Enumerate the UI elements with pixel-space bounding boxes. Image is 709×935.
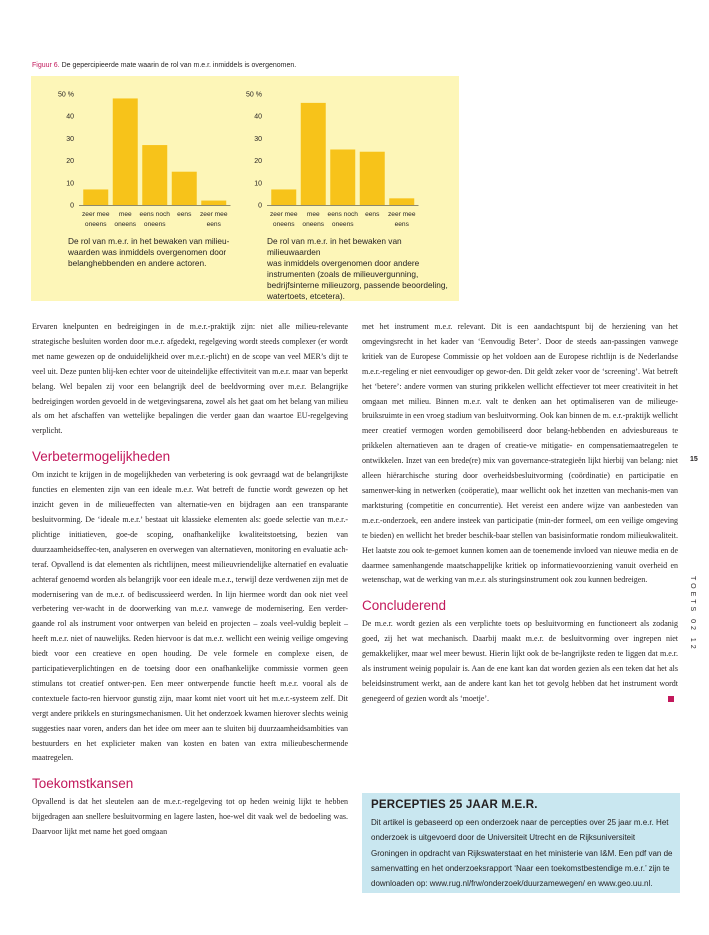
- body-paragraph: Om inzicht te krijgen in de mogelijkheden van verbetering is ook gevraagd wat de belangrijkste functies en elementen zijn van een ideale m.e.r. Wat betreft de functie wordt gewezen op het inzicht geven in de milieueffecten van alternatie-ven en bijdragen aan een transparante besluitvorming. De ‘ideale m.e.r.’ bestaat uit klassieke elementen als: goede selectie van m.e.r.-plichtige initiatieven, goe-de scoping, onafhankelijke kwaliteitstoetsing, bezien van duurzaamheidseffec-ten, analyseren en overwegen van alternatieven, monitoring en evaluatie ach-teraf. Opvallend is dat elementen als richtlijnen, meest milieuvriendelijke alternatief en evaluatie achteraf genoemd worden als belangrijk voor een ideale m.e.r., terwijl deze verdwenen zijn met de modernisering van de m.e.r. of bediscussieerd werden. In lijn hiermee wordt dan ook niet veel verbetering ver-wacht in de doorwerking van m.e.r. vanwege de modernisering. Een verder-gaande rol als instrument voor ontwerpen van beleid en projecten – zoals veel-vuldig bepleit – heeft m.e.r. niet of nauwelijks. Reden hiervoor is dat m.e.r. wellicht een weinig veilige omgeving biedt voor een creatieve en open houding. De vele formele en complexe eisen, de participatieverplichtingen en de toetsing door een onafhankelijke commissie vormen geen stimulans tot creatief ontwer-pen. Een meer ontwerpende functie heeft m.e.r. vooral als de contextuele facto-ren hiervoor gunstig zijn, maar komt niet voort uit het m.e.r.-systeem zelf. Dit vergt andere prikkels en sturingsmechanismen. Uit het onderzoek kwamen hierover slechts weinig suggesties naar voren, anders dan het idee om meer aan te sluiten bij duurzaamheidsambities van bestuurders en het explicieter maken van kosten en baten van extra milieubeschermende maatregelen.: [32, 470, 348, 763]
- section-heading-verbetermogelijkheden: Verbetermogelijkheden: [32, 449, 171, 465]
- x-tick-label: zeer mee: [270, 211, 298, 218]
- body-paragraph: Opvallend is dat het sleutelen aan de m.e.r.-regelgeving tot op heden weinig lijkt te hebben bijgedragen aan snellere besluitvorming en lagere lasten, hoe-wel dit vaak wel de bedoeling was. Daarvoor lijkt met name het goed omgaan: [32, 797, 348, 837]
- bar: [330, 150, 355, 206]
- y-tick-label: 50 %: [246, 91, 262, 99]
- x-tick-label: eens: [177, 211, 192, 218]
- y-tick-label: 0: [70, 202, 74, 210]
- chart-2-caption: [267, 236, 457, 302]
- y-tick-label: 40: [66, 113, 74, 121]
- bar: [83, 189, 108, 205]
- y-tick-label: 30: [66, 135, 74, 143]
- chart-1-caption: [68, 236, 268, 269]
- x-tick-label: eens: [206, 221, 221, 228]
- chart-2-caption-line: instrumenten (zoals de milieuvergunning,: [267, 269, 419, 279]
- figure-caption: [32, 62, 296, 69]
- x-tick-label: oneens: [143, 221, 166, 228]
- x-tick-label: zeer mee: [200, 211, 228, 218]
- chart-1-caption-line: belanghebbenden en andere actoren.: [68, 258, 207, 268]
- end-mark-icon: [668, 696, 674, 702]
- x-tick-label: eens noch: [327, 211, 358, 218]
- y-tick-label: 40: [254, 113, 262, 121]
- body-paragraph: Ervaren knelpunten en bedreigingen in de m.e.r.-praktijk zijn: niet alle milieu-relevante strategische besluiten worden door m.e.r. afgedekt, regelgeving wordt steeds complexer (er wordt met name gewezen op de onduidelijkheid over m.e.r.-plicht) en de scope van veel MER’s dijt te veel uit. Deze punten blij-ken echter voor de uiteindelijke effectiviteit van m.e.r. maar van beperkt belang. Wel bepalen zij voor een belangrijk deel de beeldvorming over m.e.r. Belangrijke bedreigingen worden gevoeld in de wetgevingsarena, zowel als het gaat om het belang van milieu als om het afschaffen van wettelijke bepalingen die verder gaan dan waartoe EU-regelgeving verplicht.: [32, 322, 348, 436]
- x-tick-label: oneens: [331, 221, 354, 228]
- bar-chart-1: [31, 76, 241, 236]
- x-tick-label: mee: [306, 211, 320, 218]
- y-tick-label: 20: [66, 158, 74, 166]
- bar: [271, 189, 296, 205]
- bar-chart-2: [219, 76, 429, 236]
- body-paragraph: [362, 617, 678, 706]
- y-tick-label: 10: [254, 180, 262, 188]
- y-tick-label: 30: [254, 135, 262, 143]
- x-tick-label: oneens: [84, 221, 107, 228]
- info-box-text: Dit artikel is gebaseerd op een onderzoek naar de percepties over 25 jaar m.e.r. Het onderzoek is uitgevoerd door de Universiteit Utrecht en de Rijksuniversiteit Groningen in opdracht van Rijkswaterstaat en het ministerie van I&M. Een pdf van de samenvatting en het onderzoeksrapport ‘Naar een toekomstbestendige m.e.r.’ zijn te downloaden op: www.rug.nl/frw/onderzoek/duurzamewegen/ en www.geo.uu.nl.: [371, 818, 673, 889]
- x-tick-label: eens: [365, 211, 380, 218]
- body-paragraph-text: De m.e.r. wordt gezien als een verplichte toets op besluitvorming en functioneert als zodanig goed, zij het wat mechanisch. Daarbij maakt m.e.r. de besluitvorming over ingrepen niet gemakkelijker, maar wel meer bewust. Hierin lijkt ook de be-langrijkste reden te liggen dat m.e.r. als instrument weinig populair is. Aan de ene kant kan dat worden gezien als een teken dat het als beleidsinstrument werkt, aan de andere kant kan het tot gevolg hebben dat het instrument wordt genegeerd of gezien wordt als ‘moetje’.: [362, 619, 678, 703]
- x-tick-label: oneens: [302, 221, 325, 228]
- bar-chart-2-svg: [219, 76, 429, 236]
- figure-label: Figuur 6.: [32, 62, 60, 69]
- section-heading-concluderend: Concluderend: [362, 598, 447, 614]
- x-tick-label: eens: [394, 221, 409, 228]
- figure-caption-text: De gepercipieerde mate waarin de rol van m.e.r. inmiddels is overgenomen.: [61, 62, 297, 69]
- right-column: [362, 320, 678, 707]
- chart-1-caption-line: De rol van m.e.r. in het bewaken van milieu-: [68, 236, 230, 246]
- y-tick-label: 0: [258, 202, 262, 210]
- bar: [389, 198, 414, 205]
- y-tick-label: 10: [66, 180, 74, 188]
- chart-2-caption-line: De rol van m.e.r. in het bewaken van milieuwaarden: [267, 236, 402, 257]
- y-tick-label: 20: [254, 158, 262, 166]
- bar: [172, 172, 197, 205]
- x-tick-label: zeer mee: [388, 211, 416, 218]
- info-box-title: PERCEPTIES 25 JAAR M.E.R.: [371, 799, 538, 811]
- bar: [360, 152, 385, 205]
- bar: [113, 98, 138, 205]
- y-tick-label: 50 %: [58, 91, 74, 99]
- body-paragraph: met het instrument m.e.r. relevant. Dit is een aandachtspunt bij de herziening van het omgevingsrecht in het kader van ‘Eenvoudig Beter’. Door de steeds aan-passingen vanwege kritiek van de Europese Commissie op het voldoen aan de Europese richtlijn is de Nederlandse m.e.r.-regeling er niet eenvoudiger op gewor-den. Dit geldt zeker voor de ‘screening’. Wat betreft het ‘betere’: andere vormen van sturing prikkelen wellicht effectiever tot meer creativiteit in het omgaan met milieu. Binnen m.e.r. valt te denken aan het optimaliseren van de milieuge-bruiksruimte in een vroeg stadium van besluitvorming. Ook kan binnen de m. e.r.-praktijk wellicht meer creatief vermogen worden gemobiliseerd door belang-hebbenden en adviesbureaus te prikkelen alternatieven aan te dragen of creatie-ve mitigatie- en compensatiemaatregelen te ontwikkelen. Inzet van een brede(re) mix van governance-strategieën lijkt hierbij van belang: niet alleen hiërarchische sturing door overheidsbesluitvorming (coördinatie) en participatie en samenwer-king in netwerken (coöperatie), maar wellicht ook het inzetten van mechanis-men van marktsturing (competitie en concurrentie). Het vereist een andere wijze van aanbesteden van m.e.r.-onderzoek, een andere insteek van participatie (min-der formeel, om een veilige omgeving te bieden) en wellicht het breder beschik-baar stellen van basisinformatie rondom milieukwaliteit. Het laatste zou ook te-gemoet kunnen komen aan de toenemende invloed van nieuwe media en de daarmee samenhangende maatschappelijke kritiek op informatievoorziening vanuit overheid en wetenschap, wat de werking van m.e.r. als sturingsinstrument ook zou kunnen bedreigen.: [362, 322, 678, 585]
- info-box: [362, 793, 680, 893]
- bar-chart-1-svg: [31, 76, 241, 236]
- chart-2-caption-line: watertoets, etcetera).: [267, 291, 345, 301]
- x-tick-label: mee: [118, 211, 132, 218]
- bar: [301, 103, 326, 205]
- x-tick-label: oneens: [114, 221, 137, 228]
- figure-box: [31, 76, 459, 301]
- chart-1-caption-line: waarden was inmiddels overgenomen door: [68, 247, 227, 257]
- x-tick-label: zeer mee: [82, 211, 110, 218]
- left-column: [32, 320, 348, 840]
- x-tick-label: eens noch: [139, 211, 170, 218]
- x-tick-label: oneens: [272, 221, 295, 228]
- running-head: TOETS 02 12: [689, 576, 696, 652]
- bar: [142, 145, 167, 205]
- chart-2-caption-line: was inmiddels overgenomen door andere: [267, 258, 420, 268]
- page-number: 15: [690, 456, 698, 463]
- section-heading-toekomstkansen: Toekomstkansen: [32, 776, 134, 792]
- chart-2-caption-line: bedrijfsinterne milieuzorg, passende beoordeling,: [267, 280, 448, 290]
